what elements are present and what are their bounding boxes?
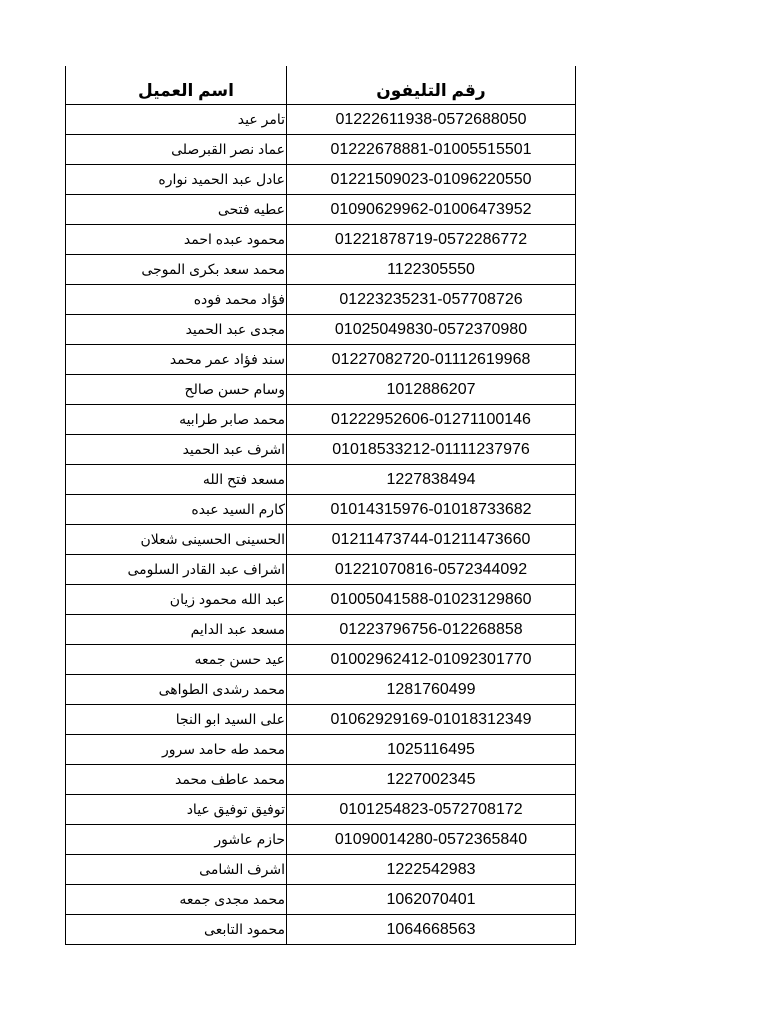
phone-number-cell: 1222542983	[287, 855, 576, 884]
phone-number-cell: 01222952606-01271100146	[287, 405, 576, 434]
phone-number-cell: 01227082720-01112619968	[287, 345, 576, 374]
phone-number-cell: 01005041588-01023129860	[287, 585, 576, 614]
table-row	[65, 825, 576, 855]
customer-name-cell: محمد صابر طرابيه	[65, 405, 287, 434]
customer-name-cell: عيد حسن جمعه	[65, 645, 287, 674]
customer-name-cell: محمود التابعى	[65, 915, 287, 944]
customer-phone-table	[65, 66, 576, 945]
customer-name-cell: وسام حسن صالح	[65, 375, 287, 404]
phone-number-cell: 01223235231-057708726	[287, 285, 576, 314]
table-row	[65, 165, 576, 195]
customer-name-cell: محمد سعد بكرى الموجى	[65, 255, 287, 284]
phone-number-cell: 01090629962-01006473952	[287, 195, 576, 224]
table-row	[65, 435, 576, 465]
table-row	[65, 345, 576, 375]
table-row	[65, 225, 576, 255]
table-row	[65, 765, 576, 795]
table-row	[65, 585, 576, 615]
table-row	[65, 795, 576, 825]
header-customer-name: اسم العميل	[65, 66, 287, 104]
phone-number-cell: 01223796756-012268858	[287, 615, 576, 644]
customer-name-cell: مسعد فتح الله	[65, 465, 287, 494]
customer-name-cell: سند فؤاد عمر محمد	[65, 345, 287, 374]
customer-name-cell: عادل عبد الحميد نواره	[65, 165, 287, 194]
phone-number-cell: 01211473744-01211473660	[287, 525, 576, 554]
customer-name-cell: محمد مجدى جمعه	[65, 885, 287, 914]
phone-number-cell: 01062929169-01018312349	[287, 705, 576, 734]
phone-number-cell: 01221070816-0572344092	[287, 555, 576, 584]
table-row	[65, 105, 576, 135]
phone-number-cell: 1227002345	[287, 765, 576, 794]
customer-name-cell: عماد نصر القبرصلى	[65, 135, 287, 164]
customer-name-cell: محمد طه حامد سرور	[65, 735, 287, 764]
customer-name-cell: عبد الله محمود زيان	[65, 585, 287, 614]
phone-number-cell: 1025116495	[287, 735, 576, 764]
phone-number-cell: 01221878719-0572286772	[287, 225, 576, 254]
table-row	[65, 615, 576, 645]
table-row	[65, 885, 576, 915]
table-row	[65, 705, 576, 735]
customer-name-cell: محمد عاطف محمد	[65, 765, 287, 794]
table-row	[65, 735, 576, 765]
phone-number-cell: 01222611938-0572688050	[287, 105, 576, 134]
table-row	[65, 195, 576, 225]
table-row	[65, 255, 576, 285]
table-row	[65, 855, 576, 885]
customer-name-cell: توفيق توفيق عياد	[65, 795, 287, 824]
table-body	[65, 105, 576, 945]
table-row	[65, 675, 576, 705]
customer-name-cell: اشراف عبد القادر السلومى	[65, 555, 287, 584]
header-phone-number: رقم التليفون	[287, 66, 576, 104]
customer-name-cell: فؤاد محمد فوده	[65, 285, 287, 314]
customer-name-cell: على السيد ابو النجا	[65, 705, 287, 734]
customer-name-cell: تامر عيد	[65, 105, 287, 134]
phone-number-cell: 01025049830-0572370980	[287, 315, 576, 344]
customer-name-cell: عطيه فتحى	[65, 195, 287, 224]
phone-number-cell: 1122305550	[287, 255, 576, 284]
customer-name-cell: محمد رشدى الطواهى	[65, 675, 287, 704]
table-row	[65, 465, 576, 495]
phone-number-cell: 1227838494	[287, 465, 576, 494]
phone-number-cell: 01014315976-01018733682	[287, 495, 576, 524]
table-row	[65, 135, 576, 165]
phone-number-cell: 01222678881-01005515501	[287, 135, 576, 164]
table-row	[65, 495, 576, 525]
table-row	[65, 525, 576, 555]
phone-number-cell: 01018533212-01111237976	[287, 435, 576, 464]
table-row	[65, 405, 576, 435]
table-row	[65, 285, 576, 315]
phone-number-cell: 1281760499	[287, 675, 576, 704]
customer-name-cell: مسعد عبد الدايم	[65, 615, 287, 644]
customer-name-cell: حازم عاشور	[65, 825, 287, 854]
table-row	[65, 375, 576, 405]
phone-number-cell: 1064668563	[287, 915, 576, 944]
phone-number-cell: 01090014280-0572365840	[287, 825, 576, 854]
customer-name-cell: مجدى عبد الحميد	[65, 315, 287, 344]
customer-name-cell: محمود عبده احمد	[65, 225, 287, 254]
phone-number-cell: 1012886207	[287, 375, 576, 404]
customer-name-cell: الحسينى الحسينى شعلان	[65, 525, 287, 554]
table-row	[65, 645, 576, 675]
customer-name-cell: كارم السيد عبده	[65, 495, 287, 524]
customer-name-cell: اشرف الشامى	[65, 855, 287, 884]
customer-name-cell: اشرف عبد الحميد	[65, 435, 287, 464]
table-row	[65, 915, 576, 945]
table-header-row	[65, 66, 576, 105]
table-row	[65, 555, 576, 585]
phone-number-cell: 01002962412-01092301770	[287, 645, 576, 674]
table-row	[65, 315, 576, 345]
phone-number-cell: 0101254823-0572708172	[287, 795, 576, 824]
phone-number-cell: 01221509023-01096220550	[287, 165, 576, 194]
phone-number-cell: 1062070401	[287, 885, 576, 914]
